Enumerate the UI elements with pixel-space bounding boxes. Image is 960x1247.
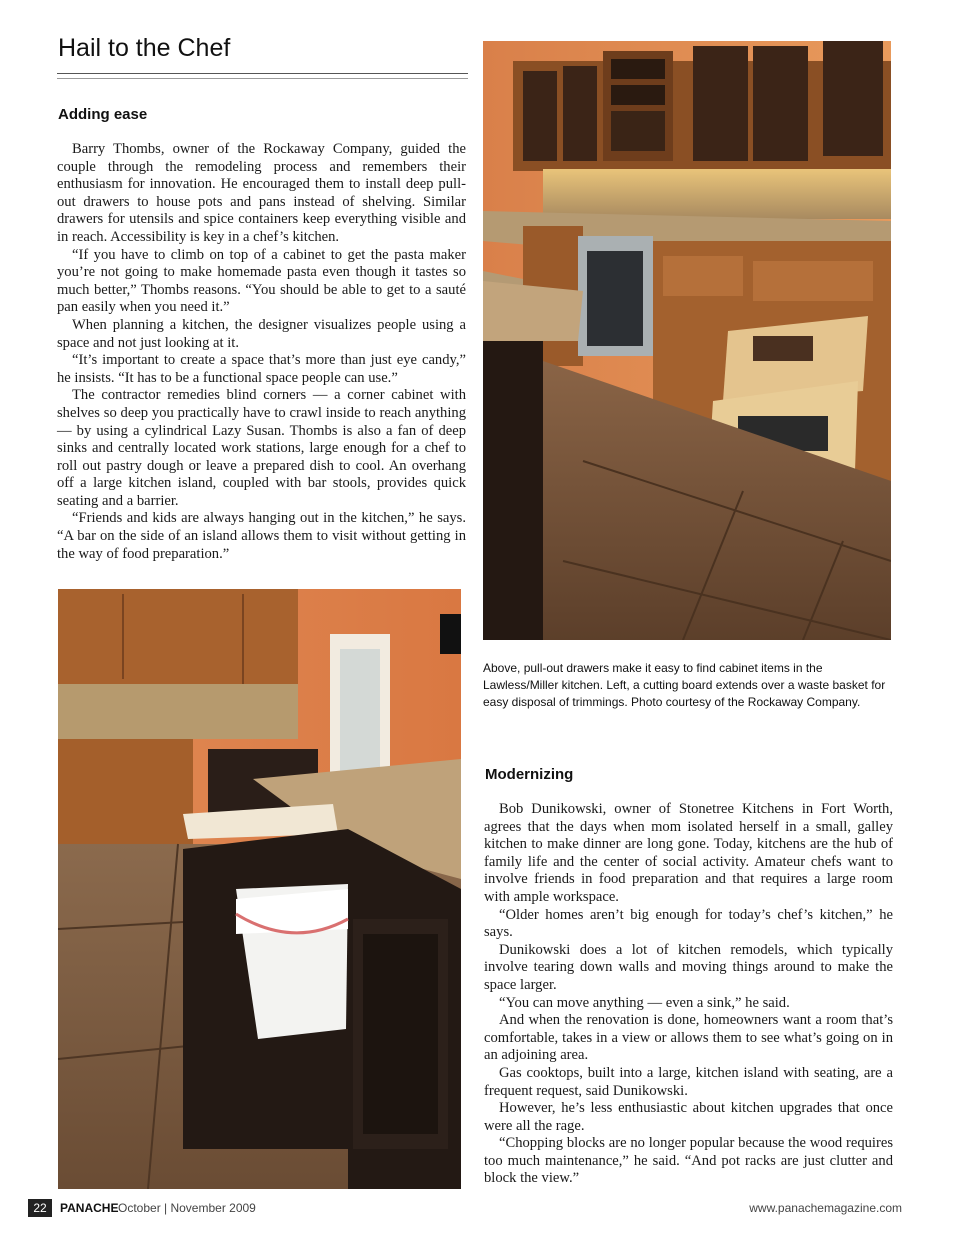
title-rule [57, 73, 468, 74]
paragraph: Bob Dunikowski, owner of Stonetree Kitchens in Fort Worth, agrees that the days when mom isolated herself in a small, galley kitchen to make dinner are long gone. Today, kitchens are the hub of family life and the center of social activity. Amateur chefs want to involve friends in food preparation and that requires a large room with ample workspace. [484, 801, 893, 905]
right-article-body [484, 801, 893, 1188]
paragraph: Barry Thombs, owner of the Rockaway Company, guided the couple through the remodeling process and remembers their enthusiasm for innovation. He encouraged them to install deep pull-out drawers to house pots and pans instead of shelving. Similar drawers for utensils and spice containers keep everything visible and in reach. Accessibility is key in a chef’s kitchen. [57, 141, 466, 245]
publication-name: PANACHE [60, 1201, 119, 1215]
paragraph: However, he’s less enthusiastic about kitchen upgrades that once were all the rage. [484, 1100, 893, 1134]
paragraph: “You can move anything — even a sink,” he said. [499, 994, 790, 1011]
left-article-body [57, 141, 466, 563]
paragraph: And when the renovation is done, homeowners want a room that’s comfortable, takes in a view or allows them to see what’s going on in an adjoining area. [484, 1012, 893, 1064]
issue-date: October | November 2009 [118, 1201, 256, 1215]
photo-caption: Above, pull-out drawers make it easy to find cabinet items in the Lawless/Miller kitchen. Left, a cutting board extends over a waste basket for easy disposal of trimmings. Photo courtesy of the Rockaway Company. [483, 661, 886, 709]
left-article-heading: Adding ease [58, 106, 148, 123]
title-rule-secondary [57, 78, 468, 79]
photo-pull-out-drawers [483, 41, 891, 640]
paragraph: “Chopping blocks are no longer popular because the wood requires too much maintenance,” he said. “And pot racks are just clutter and block the view.” [484, 1135, 893, 1187]
paragraph: “It’s important to create a space that’s more than just eye candy,” he insists. “It has to be a functional space people can use.” [57, 352, 466, 386]
paragraph: “Friends and kids are always hanging out in the kitchen,” he says. “A bar on the side of an island allows them to visit without getting in the way of food preparation.” [57, 510, 466, 562]
paragraph: “If you have to climb on top of a cabinet to get the pasta maker you’re not going to make homemade pasta even though it tastes so much better,” Thombs reasons. “You should be able to get to a sauté pan easily when you need it.” [57, 246, 466, 316]
photo-cutting-board-island [58, 589, 461, 1189]
page-number: 22 [28, 1199, 52, 1217]
page-footer [28, 1199, 902, 1219]
paragraph: When planning a kitchen, the designer visualizes people using a space and not just looking at it. [57, 316, 466, 351]
paragraph: Dunikowski does a lot of kitchen remodels, which typically involve tearing down walls and moving things around to make the space larger. [484, 941, 893, 993]
paragraph: The contractor remedies blind corners — a corner cabinet with shelves so deep you practically have to crawl inside to reach anything — by using a cylindrical Lazy Susan. Thombs is also a fan of deep sinks and centrally located work stations, large enough for a chef to roll out pastry dough or leave a prepared dish to cool. An overhang off a large kitchen island, coupled with bar stools, provides quick seating and a barrier. [57, 387, 466, 509]
website-link[interactable]: www.panachemagazine.com [749, 1201, 902, 1215]
photo-cutting-board-island-image [58, 589, 461, 1189]
paragraph: Gas cooktops, built into a large, kitchen island with seating, are a frequent request, said Dunikowski. [484, 1064, 893, 1099]
paragraph: “Older homes aren’t big enough for today’s chef’s kitchen,” he says. [484, 906, 893, 941]
right-article-heading: Modernizing [485, 766, 574, 783]
photo-pull-out-drawers-image [483, 41, 891, 640]
section-title: Hail to the Chef [58, 34, 231, 62]
